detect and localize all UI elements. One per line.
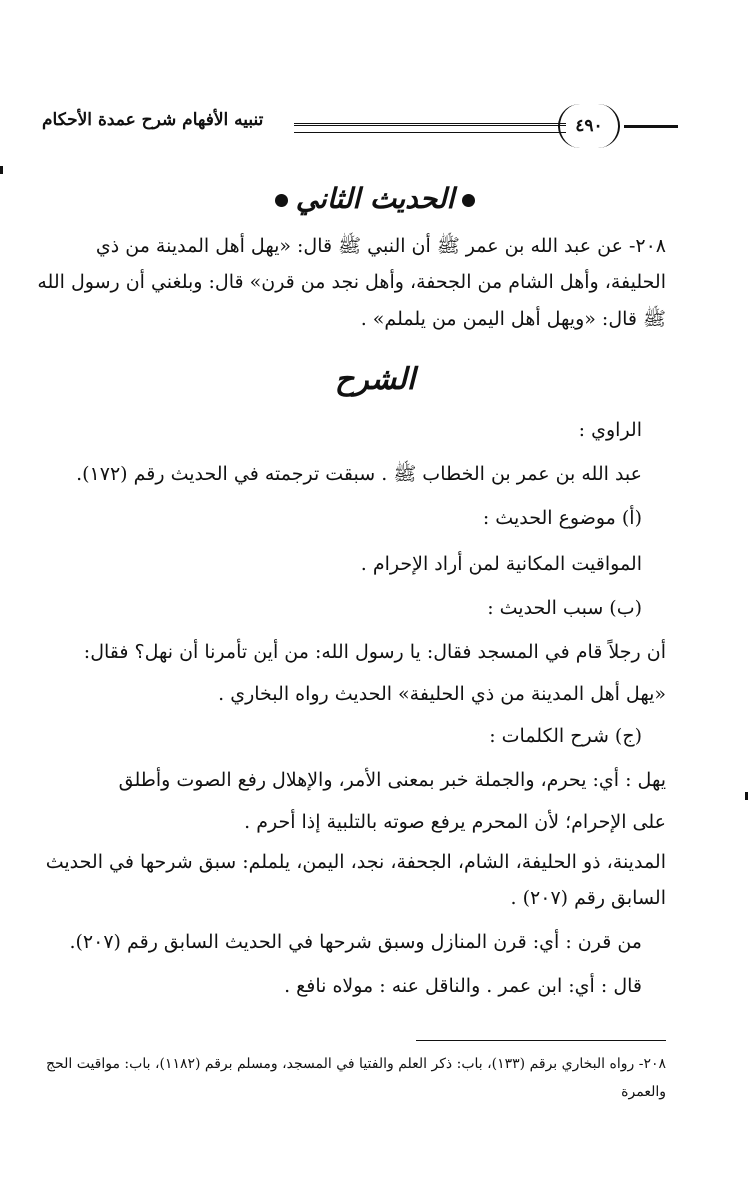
running-title: تنبيه الأفهام شرح عمدة الأحكام — [42, 110, 264, 130]
topic-text: المواقيت المكانية لمن أراد الإحرام . — [360, 553, 642, 575]
header-rule-thin — [294, 132, 566, 133]
cause-label: (ب) سبب الحديث : — [487, 597, 642, 619]
hadith-line-2: الحليفة، وأهل الشام من الجحفة، وأهل نجد من قرن» قال: وبلغني أن رسول الله — [37, 271, 666, 293]
hadith-heading-text: الحديث الثاني — [295, 182, 455, 215]
header-rule — [294, 123, 566, 128]
places-line-1: المدينة، ذو الحليفة، الشام، الجحفة، نجد، اليمن، يلملم: سبق شرحها في الحديث — [45, 851, 666, 873]
yahill-line-2: على الإحرام؛ لأن المحرم يرفع صوته بالتلبية إذا أحرم . — [244, 811, 666, 833]
places-line-2: السابق رقم (٢٠٧) . — [510, 887, 666, 909]
topic-label: (أ) موضوع الحديث : — [482, 507, 642, 529]
page-number: ٤٩٠ — [558, 104, 620, 148]
bullet-icon — [275, 194, 288, 207]
header-rule-right — [624, 125, 678, 128]
qarn-line: من قرن : أي: قرن المنازل وسبق شرحها في الحديث السابق رقم (٢٠٧). — [69, 931, 642, 953]
narrator-label: الراوي : — [578, 419, 642, 441]
scan-edge-mark — [745, 792, 748, 800]
running-header — [30, 96, 720, 154]
hadith-line-3: ﷺ قال: «ويهل أهل اليمن من يلملم» . — [360, 308, 666, 330]
yahill-line-1: يهل : أي: يحرم، والجملة خبر بمعنى الأمر، والإهلال رفع الصوت وأطلق — [118, 769, 666, 791]
cause-line-2: «يهل أهل المدينة من ذي الحليفة» الحديث رواه البخاري . — [218, 683, 666, 705]
bullet-icon — [462, 194, 475, 207]
footnote-line-1: ٢٠٨- رواه البخاري برقم (١٣٣)، باب: ذكر العلم والفتيا في المسجد، ومسلم برقم (١١٨٢)، باب: مواقيت الحج — [46, 1056, 666, 1072]
cause-line-1: أن رجلاً قام في المسجد فقال: يا رسول الله: من أين تأمرنا أن نهل؟ فقال: — [83, 641, 666, 663]
scan-edge-mark — [0, 166, 3, 174]
sharh-heading: الشرح — [334, 362, 416, 397]
qala-line: قال : أي: ابن عمر . والناقل عنه : مولاه نافع . — [284, 975, 642, 997]
hadith-line-1: ٢٠٨- عن عبد الله بن عمر ﷺ أن النبي ﷺ قال: «يهل أهل المدينة من ذي — [95, 235, 666, 257]
narrator-text: عبد الله بن عمر بن الخطاب ﷺ . سبقت ترجمته في الحديث رقم (١٧٢). — [76, 463, 642, 485]
footnote-rule — [416, 1040, 666, 1041]
footnote-line-2: والعمرة — [621, 1084, 666, 1100]
hadith-heading — [0, 182, 750, 215]
words-label: (ج) شرح الكلمات : — [489, 725, 642, 747]
